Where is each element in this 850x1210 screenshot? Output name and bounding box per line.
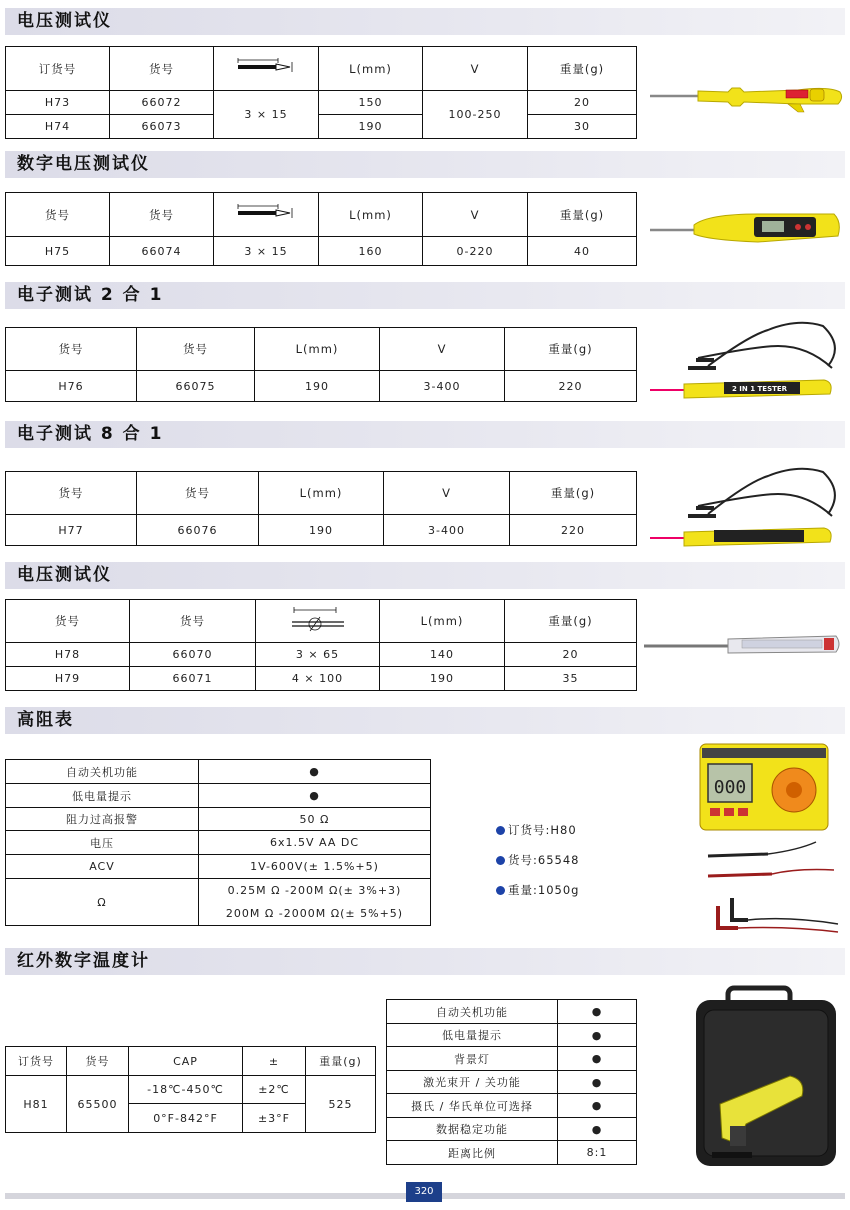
cell-order-no: H73 [6,91,110,115]
cell-length: 190 [319,115,423,139]
header-length: L(mm) [319,47,423,91]
bullet-dot-icon [496,886,505,895]
cell-length: 150 [319,91,423,115]
info-order-text: 订货号:H80 [508,823,577,837]
cell-size: 3 × 65 [256,643,380,667]
cell-length: 190 [380,667,505,691]
feature-value: ● [558,1024,637,1047]
section-title-digital-voltage-tester: 数字电压测试仪 [5,151,845,178]
table-row [6,115,637,139]
header-item-no: 货号 [137,472,259,515]
cell-order-no: H74 [6,115,110,139]
feature-label: 激光束开 / 关功能 [387,1071,558,1094]
table-row [6,667,637,691]
header-item-no: 货号 [6,472,137,515]
header-item-no: 货号 [67,1047,129,1076]
header-weight: 重量(g) [306,1047,376,1076]
info-weight-text: 重量:1050g [508,883,580,897]
tip-dimension-diagram [214,47,319,91]
section-title-insulation-tester: 高阻表 [5,707,845,734]
header-voltage: V [423,193,528,237]
feature-label: 数据稳定功能 [387,1118,558,1141]
feature-label: 自动关机功能 [387,1000,558,1024]
spec-label: 阻力过高报警 [6,808,199,831]
voltage-tester-clear-image [642,626,842,662]
infrared-thermometer-case-image [690,984,844,1170]
header-length: L(mm) [255,328,380,371]
header-order-no: 订货号 [6,47,110,91]
cell-voltage: 3-400 [380,371,505,402]
tip-diagram-icon [236,57,296,77]
header-length: L(mm) [259,472,384,515]
table-row [6,371,637,402]
header-weight: 重量(g) [528,193,637,237]
header-voltage: V [423,47,528,91]
voltage-tester-2-table [5,599,637,691]
feature-value: ● [558,1118,637,1141]
header-item-no: 货号 [6,600,130,643]
table-row [6,643,637,667]
spec-value-ohm-range-1: 0.25M Ω -200M Ω(± 3%+3) [199,879,431,902]
table-row [6,515,637,546]
cell-length: 140 [380,643,505,667]
header-tolerance: ± [243,1047,306,1076]
header-item-no: 货号 [110,193,214,237]
info-weight [496,882,579,898]
2in1-tester-table [5,327,637,402]
spec-value: ● [199,760,431,784]
cell-weight: 30 [528,115,637,139]
spec-value: 50 Ω [199,808,431,831]
display-reading: 000 [713,777,747,798]
bullet-dot-icon [496,826,505,835]
feature-value: 8:1 [558,1141,637,1165]
screwdriver-diagram-icon [290,605,346,635]
cell-voltage: 100-250 [423,91,528,139]
table-row [6,1076,376,1104]
cell-cap-fahrenheit: 0°F-842°F [129,1104,243,1133]
spec-value: ● [199,784,431,808]
cell-weight: 40 [528,237,637,266]
cell-length: 190 [255,371,380,402]
cell-weight: 220 [510,515,637,546]
cell-order-no: H76 [6,371,137,402]
cell-voltage: 3-400 [384,515,510,546]
cell-size: 3 × 15 [214,91,319,139]
spec-label-ohm: Ω [6,879,199,926]
table-row [387,1118,637,1141]
tip-diagram-icon [236,203,296,223]
cell-item-no: 65500 [67,1076,129,1133]
section-title-infrared-thermometer: 红外数字温度计 [5,948,845,975]
table-row [6,91,637,115]
voltage-tester-screwdriver-image [648,76,844,116]
header-weight: 重量(g) [510,472,637,515]
table-row [387,1000,637,1024]
spec-label: ACV [6,855,199,879]
cell-order-no: H81 [6,1076,67,1133]
table-row [6,831,431,855]
spec-label: 低电量提示 [6,784,199,808]
feature-value: ● [558,1000,637,1024]
cell-weight: 20 [528,91,637,115]
cell-item-no: 66075 [137,371,255,402]
cell-length: 160 [319,237,423,266]
info-item-text: 货号:65548 [508,853,580,867]
insulation-tester-spec-table [5,759,431,926]
feature-value: ● [558,1094,637,1118]
header-weight: 重量(g) [505,328,637,371]
spec-value-ohm-range-2: 200M Ω -2000M Ω(± 5%+5) [199,902,431,926]
header-item-no: 货号 [110,47,214,91]
header-item-no: 货号 [130,600,256,643]
cell-length: 190 [259,515,384,546]
table-row [6,784,431,808]
cell-tolerance-fahrenheit: ±3°F [243,1104,306,1133]
voltage-tester-table [5,46,637,139]
table-row [6,879,431,902]
header-weight: 重量(g) [505,600,637,643]
section-title-8in1-tester: 电子测试 8 合 1 [5,421,845,448]
cell-item-no: 66073 [110,115,214,139]
device-label-text: 2 IN 1 TESTER [732,385,788,393]
header-item-no: 货号 [137,328,255,371]
digital-voltage-tester-table [5,192,637,266]
digital-voltage-tester-image [648,208,844,248]
feature-value: ● [558,1071,637,1094]
cell-item-no: 66072 [110,91,214,115]
feature-label: 低电量提示 [387,1024,558,1047]
infrared-thermometer-table [5,1046,376,1133]
header-length: L(mm) [319,193,423,237]
infrared-thermometer-features-table [386,999,637,1165]
tip-dimension-diagram [214,193,319,237]
header-order-no: 订货号 [6,1047,67,1076]
cell-voltage: 0-220 [423,237,528,266]
spec-label: 自动关机功能 [6,760,199,784]
cell-weight: 20 [505,643,637,667]
feature-label: 摄氏 / 华氏单位可选择 [387,1094,558,1118]
insulation-tester-image [688,738,842,938]
header-voltage: V [384,472,510,515]
header-cap: CAP [129,1047,243,1076]
cell-weight: 35 [505,667,637,691]
cell-size: 3 × 15 [214,237,319,266]
section-title-voltage-tester: 电压测试仪 [5,8,845,35]
feature-label: 背景灯 [387,1047,558,1071]
table-row [387,1071,637,1094]
info-item-no [496,852,579,868]
8in1-tester-image [648,462,844,554]
2in1-tester-image [648,316,844,406]
header-weight: 重量(g) [528,47,637,91]
cell-tolerance-celsius: ±2℃ [243,1076,306,1104]
feature-value: ● [558,1047,637,1071]
cell-item-no: 66074 [110,237,214,266]
cell-item-no: 66070 [130,643,256,667]
spec-label: 电压 [6,831,199,855]
cell-cap-celsius: -18℃-450℃ [129,1076,243,1104]
spec-value: 1V-600V(± 1.5%+5) [199,855,431,879]
cell-weight: 525 [306,1076,376,1133]
table-row [6,760,431,784]
header-voltage: V [380,328,505,371]
table-row [6,808,431,831]
cell-order-no: H75 [6,237,110,266]
table-row [387,1047,637,1071]
info-order-no [496,822,577,838]
page-number: 320 [406,1182,442,1202]
cell-item-no: 66076 [137,515,259,546]
cell-order-no: H78 [6,643,130,667]
cell-order-no: H77 [6,515,137,546]
cell-order-no: H79 [6,667,130,691]
section-title-voltage-tester-2: 电压测试仪 [5,562,845,589]
header-item-no: 货号 [6,328,137,371]
table-row [387,1141,637,1165]
spec-value: 6x1.5V AA DC [199,831,431,855]
cell-size: 4 × 100 [256,667,380,691]
bullet-dot-icon [496,856,505,865]
table-row [387,1094,637,1118]
table-row [6,855,431,879]
8in1-tester-table [5,471,637,546]
feature-label: 距离比例 [387,1141,558,1165]
table-row [387,1024,637,1047]
section-title-2in1-tester: 电子测试 2 合 1 [5,282,845,309]
screwdriver-dimension-diagram [256,600,380,643]
cell-weight: 220 [505,371,637,402]
header-length: L(mm) [380,600,505,643]
table-row [6,237,637,266]
cell-item-no: 66071 [130,667,256,691]
header-item-no: 货号 [6,193,110,237]
